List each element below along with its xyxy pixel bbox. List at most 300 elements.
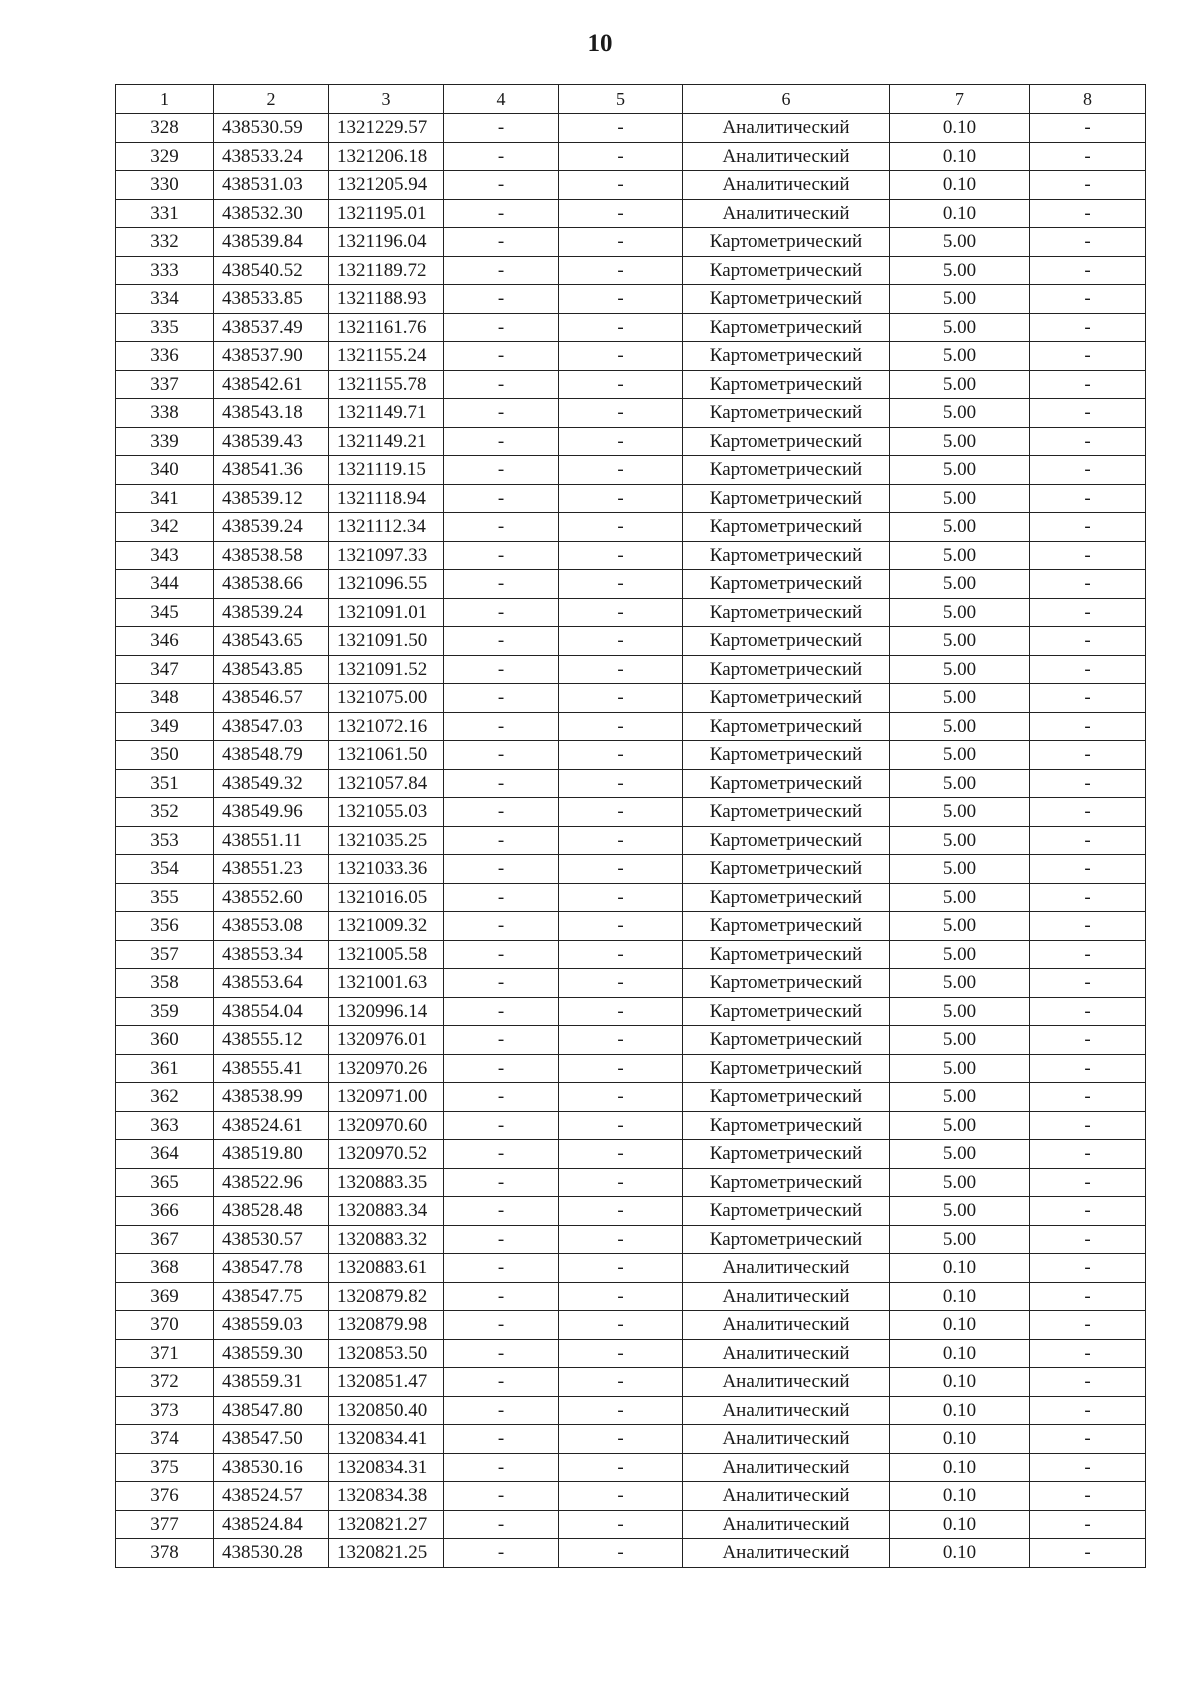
cell-x-coordinate: 438524.61 xyxy=(214,1111,329,1140)
cell-y-coordinate: 1320851.47 xyxy=(329,1368,444,1397)
cell-col-5: - xyxy=(559,883,683,912)
cell-method: Картометрический xyxy=(683,883,890,912)
table-row xyxy=(116,256,1146,285)
cell-col-4: - xyxy=(444,1054,559,1083)
cell-precision: 5.00 xyxy=(890,883,1030,912)
table-row xyxy=(116,826,1146,855)
cell-precision: 5.00 xyxy=(890,513,1030,542)
cell-method: Картометрический xyxy=(683,769,890,798)
cell-col-4: - xyxy=(444,1111,559,1140)
cell-precision: 5.00 xyxy=(890,1168,1030,1197)
cell-method: Картометрический xyxy=(683,1054,890,1083)
table-row xyxy=(116,1254,1146,1283)
cell-point-number: 376 xyxy=(116,1482,214,1511)
cell-point-number: 348 xyxy=(116,684,214,713)
cell-col-4: - xyxy=(444,1368,559,1397)
cell-col-4: - xyxy=(444,370,559,399)
cell-col-8: - xyxy=(1030,570,1146,599)
cell-col-8: - xyxy=(1030,285,1146,314)
cell-y-coordinate: 1321155.24 xyxy=(329,342,444,371)
column-header-1: 1 xyxy=(116,85,214,114)
cell-col-4: - xyxy=(444,741,559,770)
cell-precision: 0.10 xyxy=(890,1254,1030,1283)
table-row xyxy=(116,570,1146,599)
cell-method: Картометрический xyxy=(683,969,890,998)
table-row xyxy=(116,997,1146,1026)
cell-x-coordinate: 438524.57 xyxy=(214,1482,329,1511)
cell-y-coordinate: 1321119.15 xyxy=(329,456,444,485)
cell-point-number: 360 xyxy=(116,1026,214,1055)
cell-y-coordinate: 1321188.93 xyxy=(329,285,444,314)
cell-point-number: 338 xyxy=(116,399,214,428)
cell-y-coordinate: 1320850.40 xyxy=(329,1396,444,1425)
cell-x-coordinate: 438559.31 xyxy=(214,1368,329,1397)
cell-precision: 5.00 xyxy=(890,997,1030,1026)
cell-precision: 5.00 xyxy=(890,712,1030,741)
column-header-7: 7 xyxy=(890,85,1030,114)
cell-method: Картометрический xyxy=(683,855,890,884)
cell-y-coordinate: 1321155.78 xyxy=(329,370,444,399)
cell-col-8: - xyxy=(1030,769,1146,798)
cell-col-4: - xyxy=(444,1140,559,1169)
cell-precision: 5.00 xyxy=(890,655,1030,684)
cell-point-number: 374 xyxy=(116,1425,214,1454)
cell-precision: 5.00 xyxy=(890,1140,1030,1169)
cell-precision: 0.10 xyxy=(890,1396,1030,1425)
cell-point-number: 361 xyxy=(116,1054,214,1083)
cell-method: Аналитический xyxy=(683,1453,890,1482)
cell-precision: 5.00 xyxy=(890,940,1030,969)
cell-y-coordinate: 1320821.25 xyxy=(329,1539,444,1568)
cell-col-5: - xyxy=(559,997,683,1026)
cell-x-coordinate: 438539.24 xyxy=(214,513,329,542)
cell-y-coordinate: 1321195.01 xyxy=(329,199,444,228)
table-row xyxy=(116,1311,1146,1340)
cell-col-4: - xyxy=(444,1311,559,1340)
cell-col-8: - xyxy=(1030,912,1146,941)
cell-x-coordinate: 438553.64 xyxy=(214,969,329,998)
cell-point-number: 358 xyxy=(116,969,214,998)
table-row xyxy=(116,655,1146,684)
cell-point-number: 350 xyxy=(116,741,214,770)
cell-precision: 5.00 xyxy=(890,427,1030,456)
cell-precision: 5.00 xyxy=(890,1026,1030,1055)
table-row xyxy=(116,1197,1146,1226)
cell-x-coordinate: 438530.28 xyxy=(214,1539,329,1568)
table-row xyxy=(116,883,1146,912)
cell-method: Картометрический xyxy=(683,256,890,285)
cell-col-8: - xyxy=(1030,1140,1146,1169)
cell-y-coordinate: 1321055.03 xyxy=(329,798,444,827)
cell-x-coordinate: 438537.49 xyxy=(214,313,329,342)
coordinates-table xyxy=(115,84,1146,1568)
cell-precision: 5.00 xyxy=(890,598,1030,627)
cell-method: Картометрический xyxy=(683,399,890,428)
cell-y-coordinate: 1320821.27 xyxy=(329,1510,444,1539)
cell-method: Аналитический xyxy=(683,1539,890,1568)
cell-y-coordinate: 1320883.61 xyxy=(329,1254,444,1283)
cell-x-coordinate: 438538.66 xyxy=(214,570,329,599)
table-row xyxy=(116,627,1146,656)
cell-method: Картометрический xyxy=(683,541,890,570)
cell-y-coordinate: 1321161.76 xyxy=(329,313,444,342)
cell-col-4: - xyxy=(444,142,559,171)
cell-y-coordinate: 1321229.57 xyxy=(329,114,444,143)
cell-method: Картометрический xyxy=(683,798,890,827)
cell-col-4: - xyxy=(444,1254,559,1283)
cell-col-8: - xyxy=(1030,399,1146,428)
cell-col-8: - xyxy=(1030,741,1146,770)
cell-method: Картометрический xyxy=(683,1225,890,1254)
cell-y-coordinate: 1321118.94 xyxy=(329,484,444,513)
cell-y-coordinate: 1320996.14 xyxy=(329,997,444,1026)
cell-col-4: - xyxy=(444,826,559,855)
cell-col-5: - xyxy=(559,1140,683,1169)
cell-method: Картометрический xyxy=(683,997,890,1026)
cell-y-coordinate: 1321149.71 xyxy=(329,399,444,428)
cell-col-4: - xyxy=(444,969,559,998)
cell-col-4: - xyxy=(444,1083,559,1112)
cell-col-8: - xyxy=(1030,598,1146,627)
cell-col-5: - xyxy=(559,1339,683,1368)
cell-precision: 0.10 xyxy=(890,1482,1030,1511)
cell-point-number: 341 xyxy=(116,484,214,513)
cell-col-5: - xyxy=(559,1168,683,1197)
cell-col-5: - xyxy=(559,285,683,314)
cell-col-5: - xyxy=(559,655,683,684)
cell-point-number: 357 xyxy=(116,940,214,969)
cell-x-coordinate: 438548.79 xyxy=(214,741,329,770)
cell-y-coordinate: 1321091.01 xyxy=(329,598,444,627)
cell-x-coordinate: 438541.36 xyxy=(214,456,329,485)
table-row xyxy=(116,912,1146,941)
cell-x-coordinate: 438546.57 xyxy=(214,684,329,713)
cell-y-coordinate: 1321016.05 xyxy=(329,883,444,912)
cell-point-number: 343 xyxy=(116,541,214,570)
cell-col-4: - xyxy=(444,1396,559,1425)
table-row xyxy=(116,712,1146,741)
cell-col-8: - xyxy=(1030,712,1146,741)
cell-x-coordinate: 438547.80 xyxy=(214,1396,329,1425)
cell-y-coordinate: 1320853.50 xyxy=(329,1339,444,1368)
cell-method: Картометрический xyxy=(683,741,890,770)
cell-point-number: 359 xyxy=(116,997,214,1026)
cell-col-8: - xyxy=(1030,1425,1146,1454)
cell-col-8: - xyxy=(1030,1396,1146,1425)
cell-col-5: - xyxy=(559,712,683,741)
cell-y-coordinate: 1321189.72 xyxy=(329,256,444,285)
cell-col-8: - xyxy=(1030,1482,1146,1511)
cell-method: Картометрический xyxy=(683,427,890,456)
cell-y-coordinate: 1321035.25 xyxy=(329,826,444,855)
cell-col-5: - xyxy=(559,627,683,656)
cell-col-8: - xyxy=(1030,1453,1146,1482)
cell-y-coordinate: 1320879.98 xyxy=(329,1311,444,1340)
cell-precision: 0.10 xyxy=(890,142,1030,171)
table-row xyxy=(116,798,1146,827)
table-row xyxy=(116,1510,1146,1539)
cell-precision: 5.00 xyxy=(890,798,1030,827)
cell-precision: 5.00 xyxy=(890,826,1030,855)
cell-col-4: - xyxy=(444,1225,559,1254)
cell-col-4: - xyxy=(444,456,559,485)
cell-precision: 5.00 xyxy=(890,684,1030,713)
cell-method: Картометрический xyxy=(683,342,890,371)
cell-precision: 5.00 xyxy=(890,1054,1030,1083)
cell-col-5: - xyxy=(559,912,683,941)
cell-method: Картометрический xyxy=(683,285,890,314)
cell-col-5: - xyxy=(559,1225,683,1254)
cell-point-number: 340 xyxy=(116,456,214,485)
cell-point-number: 364 xyxy=(116,1140,214,1169)
cell-method: Аналитический xyxy=(683,1510,890,1539)
cell-col-4: - xyxy=(444,1425,559,1454)
column-header-2: 2 xyxy=(214,85,329,114)
cell-col-4: - xyxy=(444,1282,559,1311)
cell-precision: 0.10 xyxy=(890,1539,1030,1568)
table-row xyxy=(116,1539,1146,1568)
cell-point-number: 369 xyxy=(116,1282,214,1311)
cell-y-coordinate: 1321097.33 xyxy=(329,541,444,570)
table-row xyxy=(116,741,1146,770)
cell-y-coordinate: 1320970.26 xyxy=(329,1054,444,1083)
cell-col-4: - xyxy=(444,513,559,542)
cell-precision: 5.00 xyxy=(890,399,1030,428)
table-row xyxy=(116,1368,1146,1397)
cell-point-number: 372 xyxy=(116,1368,214,1397)
cell-col-8: - xyxy=(1030,370,1146,399)
cell-precision: 5.00 xyxy=(890,627,1030,656)
cell-col-4: - xyxy=(444,997,559,1026)
table-row xyxy=(116,1425,1146,1454)
cell-point-number: 365 xyxy=(116,1168,214,1197)
cell-point-number: 329 xyxy=(116,142,214,171)
cell-point-number: 328 xyxy=(116,114,214,143)
cell-col-5: - xyxy=(559,798,683,827)
cell-col-8: - xyxy=(1030,513,1146,542)
table-row xyxy=(116,1396,1146,1425)
cell-method: Аналитический xyxy=(683,1368,890,1397)
cell-col-5: - xyxy=(559,1282,683,1311)
table-row xyxy=(116,370,1146,399)
cell-method: Аналитический xyxy=(683,142,890,171)
cell-col-8: - xyxy=(1030,199,1146,228)
column-header-6: 6 xyxy=(683,85,890,114)
table-row xyxy=(116,598,1146,627)
cell-y-coordinate: 1321005.58 xyxy=(329,940,444,969)
cell-x-coordinate: 438540.52 xyxy=(214,256,329,285)
cell-x-coordinate: 438532.30 xyxy=(214,199,329,228)
cell-y-coordinate: 1321091.50 xyxy=(329,627,444,656)
cell-method: Картометрический xyxy=(683,456,890,485)
cell-col-5: - xyxy=(559,1510,683,1539)
cell-point-number: 346 xyxy=(116,627,214,656)
cell-x-coordinate: 438553.08 xyxy=(214,912,329,941)
table-row xyxy=(116,114,1146,143)
cell-method: Аналитический xyxy=(683,1396,890,1425)
cell-point-number: 334 xyxy=(116,285,214,314)
table-row xyxy=(116,1026,1146,1055)
cell-col-5: - xyxy=(559,199,683,228)
cell-col-4: - xyxy=(444,940,559,969)
cell-col-8: - xyxy=(1030,969,1146,998)
cell-col-5: - xyxy=(559,142,683,171)
cell-y-coordinate: 1320883.32 xyxy=(329,1225,444,1254)
cell-col-5: - xyxy=(559,114,683,143)
cell-col-4: - xyxy=(444,912,559,941)
cell-x-coordinate: 438547.03 xyxy=(214,712,329,741)
cell-col-5: - xyxy=(559,969,683,998)
column-header-5: 5 xyxy=(559,85,683,114)
cell-method: Картометрический xyxy=(683,627,890,656)
cell-point-number: 331 xyxy=(116,199,214,228)
cell-col-4: - xyxy=(444,883,559,912)
cell-col-4: - xyxy=(444,1339,559,1368)
cell-col-4: - xyxy=(444,855,559,884)
cell-y-coordinate: 1320879.82 xyxy=(329,1282,444,1311)
cell-col-8: - xyxy=(1030,456,1146,485)
cell-col-5: - xyxy=(559,256,683,285)
cell-col-4: - xyxy=(444,570,559,599)
table-row xyxy=(116,513,1146,542)
cell-x-coordinate: 438555.12 xyxy=(214,1026,329,1055)
table-row xyxy=(116,1168,1146,1197)
cell-col-8: - xyxy=(1030,1311,1146,1340)
cell-precision: 5.00 xyxy=(890,1083,1030,1112)
cell-point-number: 354 xyxy=(116,855,214,884)
column-header-8: 8 xyxy=(1030,85,1146,114)
cell-col-4: - xyxy=(444,342,559,371)
table-row xyxy=(116,1054,1146,1083)
cell-method: Картометрический xyxy=(683,912,890,941)
cell-x-coordinate: 438524.84 xyxy=(214,1510,329,1539)
cell-col-5: - xyxy=(559,1453,683,1482)
cell-x-coordinate: 438543.65 xyxy=(214,627,329,656)
cell-method: Картометрический xyxy=(683,313,890,342)
cell-method: Картометрический xyxy=(683,1140,890,1169)
cell-x-coordinate: 438547.75 xyxy=(214,1282,329,1311)
column-header-4: 4 xyxy=(444,85,559,114)
cell-point-number: 339 xyxy=(116,427,214,456)
cell-col-4: - xyxy=(444,427,559,456)
cell-col-8: - xyxy=(1030,256,1146,285)
cell-x-coordinate: 438555.41 xyxy=(214,1054,329,1083)
cell-col-8: - xyxy=(1030,1339,1146,1368)
cell-x-coordinate: 438530.59 xyxy=(214,114,329,143)
table-row xyxy=(116,969,1146,998)
cell-col-4: - xyxy=(444,484,559,513)
cell-col-8: - xyxy=(1030,313,1146,342)
cell-col-5: - xyxy=(559,684,683,713)
cell-col-8: - xyxy=(1030,1111,1146,1140)
cell-col-8: - xyxy=(1030,1225,1146,1254)
table-row xyxy=(116,1225,1146,1254)
cell-col-4: - xyxy=(444,627,559,656)
page-number: 10 xyxy=(587,30,613,57)
cell-point-number: 347 xyxy=(116,655,214,684)
cell-col-5: - xyxy=(559,1311,683,1340)
cell-x-coordinate: 438539.12 xyxy=(214,484,329,513)
table-row xyxy=(116,142,1146,171)
cell-x-coordinate: 438559.03 xyxy=(214,1311,329,1340)
cell-x-coordinate: 438549.32 xyxy=(214,769,329,798)
header-row xyxy=(116,85,1146,114)
cell-col-8: - xyxy=(1030,684,1146,713)
cell-col-5: - xyxy=(559,570,683,599)
cell-col-4: - xyxy=(444,598,559,627)
cell-col-4: - xyxy=(444,256,559,285)
cell-col-5: - xyxy=(559,940,683,969)
cell-col-4: - xyxy=(444,228,559,257)
cell-precision: 5.00 xyxy=(890,769,1030,798)
cell-col-5: - xyxy=(559,1083,683,1112)
cell-y-coordinate: 1320834.31 xyxy=(329,1453,444,1482)
cell-precision: 0.10 xyxy=(890,199,1030,228)
cell-col-5: - xyxy=(559,1111,683,1140)
cell-col-8: - xyxy=(1030,228,1146,257)
cell-col-5: - xyxy=(559,1254,683,1283)
cell-method: Картометрический xyxy=(683,570,890,599)
cell-y-coordinate: 1321149.21 xyxy=(329,427,444,456)
cell-point-number: 330 xyxy=(116,171,214,200)
table-row xyxy=(116,171,1146,200)
cell-x-coordinate: 438528.48 xyxy=(214,1197,329,1226)
cell-precision: 0.10 xyxy=(890,1510,1030,1539)
cell-col-4: - xyxy=(444,1510,559,1539)
cell-precision: 0.10 xyxy=(890,1282,1030,1311)
cell-col-5: - xyxy=(559,456,683,485)
cell-col-8: - xyxy=(1030,940,1146,969)
cell-y-coordinate: 1320970.60 xyxy=(329,1111,444,1140)
cell-method: Картометрический xyxy=(683,655,890,684)
cell-y-coordinate: 1321001.63 xyxy=(329,969,444,998)
cell-col-8: - xyxy=(1030,427,1146,456)
cell-y-coordinate: 1320976.01 xyxy=(329,1026,444,1055)
table-row xyxy=(116,940,1146,969)
cell-method: Аналитический xyxy=(683,1282,890,1311)
table-row xyxy=(116,427,1146,456)
cell-col-8: - xyxy=(1030,627,1146,656)
cell-col-5: - xyxy=(559,741,683,770)
cell-point-number: 336 xyxy=(116,342,214,371)
cell-method: Картометрический xyxy=(683,1168,890,1197)
cell-point-number: 366 xyxy=(116,1197,214,1226)
cell-x-coordinate: 438539.84 xyxy=(214,228,329,257)
cell-precision: 5.00 xyxy=(890,256,1030,285)
cell-col-4: - xyxy=(444,114,559,143)
cell-x-coordinate: 438551.11 xyxy=(214,826,329,855)
cell-col-8: - xyxy=(1030,1539,1146,1568)
cell-col-8: - xyxy=(1030,1026,1146,1055)
cell-col-8: - xyxy=(1030,1368,1146,1397)
cell-x-coordinate: 438533.85 xyxy=(214,285,329,314)
cell-y-coordinate: 1321196.04 xyxy=(329,228,444,257)
table-row xyxy=(116,1282,1146,1311)
cell-col-4: - xyxy=(444,399,559,428)
cell-method: Картометрический xyxy=(683,826,890,855)
cell-col-4: - xyxy=(444,1482,559,1511)
cell-precision: 5.00 xyxy=(890,541,1030,570)
cell-precision: 0.10 xyxy=(890,1339,1030,1368)
cell-y-coordinate: 1321112.34 xyxy=(329,513,444,542)
cell-col-8: - xyxy=(1030,142,1146,171)
cell-method: Аналитический xyxy=(683,1425,890,1454)
table-row xyxy=(116,399,1146,428)
cell-col-8: - xyxy=(1030,1282,1146,1311)
cell-precision: 0.10 xyxy=(890,171,1030,200)
cell-point-number: 373 xyxy=(116,1396,214,1425)
cell-precision: 5.00 xyxy=(890,912,1030,941)
